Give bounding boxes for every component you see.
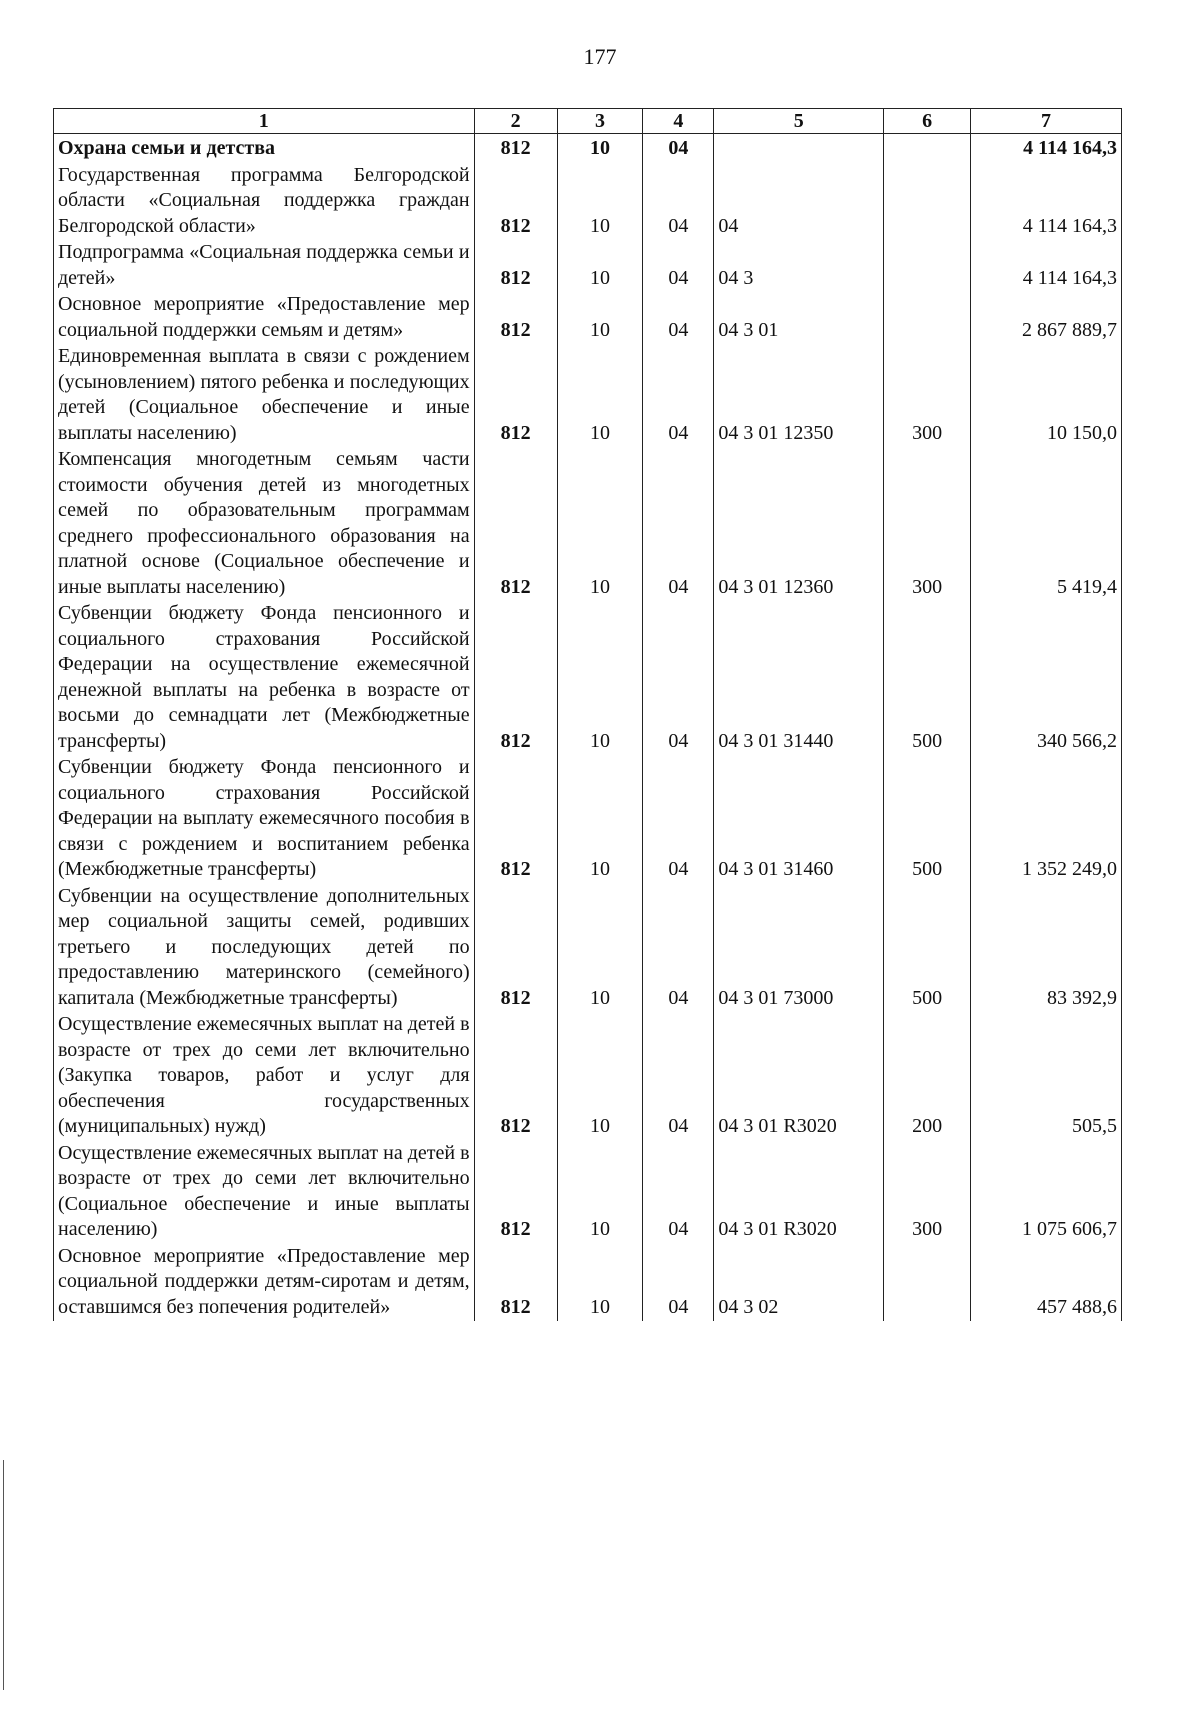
table-row bbox=[54, 755, 1122, 884]
row-name-cell: Охрана семьи и детства bbox=[54, 134, 475, 163]
subsection-cell: 04 bbox=[643, 1012, 714, 1141]
page-number: 177 bbox=[583, 44, 617, 69]
expense-type-cell bbox=[884, 1244, 971, 1322]
admin-code-cell: 812 bbox=[474, 163, 557, 241]
column-header: 4 bbox=[643, 109, 714, 134]
section-cell: 10 bbox=[557, 1012, 643, 1141]
subsection-cell: 04 bbox=[643, 344, 714, 447]
admin-code-cell: 812 bbox=[474, 755, 557, 884]
row-name-cell: Субвенции на осуществление дополнительных мер социальной защиты семей, родивших третьего и последующих детей по предоставлению материнского (семейного) капитала (Межбюджетные трансферты) bbox=[54, 884, 475, 1013]
table-row bbox=[54, 292, 1122, 344]
row-name-cell: Основное мероприятие «Предоставление мер социальной поддержки семьям и детям» bbox=[54, 292, 475, 344]
row-name-cell: Подпрограмма «Социальная поддержка семьи и детей» bbox=[54, 240, 475, 292]
row-name-cell: Основное мероприятие «Предоставление мер социальной поддержки детям-сиротам и детям, оставшимся без попечения родителей» bbox=[54, 1244, 475, 1322]
section-cell: 10 bbox=[557, 240, 643, 292]
amount-cell: 340 566,2 bbox=[971, 601, 1122, 755]
target-article-cell: 04 3 01 R3020 bbox=[714, 1141, 884, 1244]
amount-cell: 10 150,0 bbox=[971, 344, 1122, 447]
table-row bbox=[54, 240, 1122, 292]
subsection-cell: 04 bbox=[643, 884, 714, 1013]
table-row bbox=[54, 1244, 1122, 1322]
subsection-cell: 04 bbox=[643, 755, 714, 884]
expense-type-cell bbox=[884, 134, 971, 163]
target-article-cell: 04 3 01 31440 bbox=[714, 601, 884, 755]
admin-code-cell: 812 bbox=[474, 601, 557, 755]
column-header: 1 bbox=[54, 109, 475, 134]
admin-code-cell: 812 bbox=[474, 1141, 557, 1244]
expense-type-cell: 300 bbox=[884, 447, 971, 601]
target-article-cell: 04 3 01 12360 bbox=[714, 447, 884, 601]
target-article-cell: 04 3 01 R3020 bbox=[714, 1012, 884, 1141]
section-cell: 10 bbox=[557, 292, 643, 344]
admin-code-cell: 812 bbox=[474, 447, 557, 601]
expense-type-cell bbox=[884, 240, 971, 292]
admin-code-cell: 812 bbox=[474, 240, 557, 292]
column-header: 5 bbox=[714, 109, 884, 134]
target-article-cell: 04 3 01 73000 bbox=[714, 884, 884, 1013]
target-article-cell: 04 3 01 31460 bbox=[714, 755, 884, 884]
target-article-cell: 04 3 01 bbox=[714, 292, 884, 344]
amount-cell: 4 114 164,3 bbox=[971, 163, 1122, 241]
scan-edge-mark bbox=[3, 1460, 4, 1690]
amount-cell: 2 867 889,7 bbox=[971, 292, 1122, 344]
amount-cell: 1 075 606,7 bbox=[971, 1141, 1122, 1244]
amount-cell: 5 419,4 bbox=[971, 447, 1122, 601]
row-name-cell: Осуществление ежемесячных выплат на детей в возрасте от трех до семи лет включительно (Закупка товаров, работ и услуг для обеспечения государственных (муниципальных) нужд) bbox=[54, 1012, 475, 1141]
amount-cell: 457 488,6 bbox=[971, 1244, 1122, 1322]
section-cell: 10 bbox=[557, 884, 643, 1013]
section-cell: 10 bbox=[557, 601, 643, 755]
amount-cell: 4 114 164,3 bbox=[971, 240, 1122, 292]
target-article-cell bbox=[714, 134, 884, 163]
target-article-cell: 04 3 02 bbox=[714, 1244, 884, 1322]
expense-type-cell: 500 bbox=[884, 755, 971, 884]
table-row bbox=[54, 134, 1122, 163]
subsection-cell: 04 bbox=[643, 1141, 714, 1244]
amount-cell: 83 392,9 bbox=[971, 884, 1122, 1013]
table-row bbox=[54, 447, 1122, 601]
admin-code-cell: 812 bbox=[474, 1012, 557, 1141]
admin-code-cell: 812 bbox=[474, 134, 557, 163]
target-article-cell: 04 bbox=[714, 163, 884, 241]
section-cell: 10 bbox=[557, 344, 643, 447]
expense-type-cell: 300 bbox=[884, 1141, 971, 1244]
table-row bbox=[54, 601, 1122, 755]
table-row bbox=[54, 1012, 1122, 1141]
target-article-cell: 04 3 bbox=[714, 240, 884, 292]
row-name-cell: Субвенции бюджету Фонда пенсионного и социального страхования Российской Федерации на осуществление ежемесячной денежной выплаты на ребенка в возрасте от восьми до семнадцати лет (Межбюджетные трансферты) bbox=[54, 601, 475, 755]
admin-code-cell: 812 bbox=[474, 884, 557, 1013]
section-cell: 10 bbox=[557, 755, 643, 884]
expense-type-cell: 500 bbox=[884, 884, 971, 1013]
table-row bbox=[54, 163, 1122, 241]
subsection-cell: 04 bbox=[643, 292, 714, 344]
admin-code-cell: 812 bbox=[474, 1244, 557, 1322]
section-cell: 10 bbox=[557, 1244, 643, 1322]
subsection-cell: 04 bbox=[643, 447, 714, 601]
table-body bbox=[54, 134, 1122, 1322]
subsection-cell: 04 bbox=[643, 134, 714, 163]
section-cell: 10 bbox=[557, 447, 643, 601]
subsection-cell: 04 bbox=[643, 163, 714, 241]
admin-code-cell: 812 bbox=[474, 344, 557, 447]
column-header: 7 bbox=[971, 109, 1122, 134]
amount-cell: 4 114 164,3 bbox=[971, 134, 1122, 163]
expense-type-cell: 500 bbox=[884, 601, 971, 755]
row-name-cell: Единовременная выплата в связи с рождением (усыновлением) пятого ребенка и последующих детей (Социальное обеспечение и иные выплаты населению) bbox=[54, 344, 475, 447]
expense-type-cell bbox=[884, 292, 971, 344]
table-row bbox=[54, 344, 1122, 447]
row-name-cell: Государственная программа Белгородской области «Социальная поддержка граждан Белгородской области» bbox=[54, 163, 475, 241]
budget-table bbox=[53, 108, 1122, 1321]
expense-type-cell: 200 bbox=[884, 1012, 971, 1141]
table-row bbox=[54, 1141, 1122, 1244]
subsection-cell: 04 bbox=[643, 601, 714, 755]
column-header: 3 bbox=[557, 109, 643, 134]
expense-type-cell: 300 bbox=[884, 344, 971, 447]
section-cell: 10 bbox=[557, 134, 643, 163]
admin-code-cell: 812 bbox=[474, 292, 557, 344]
subsection-cell: 04 bbox=[643, 1244, 714, 1322]
subsection-cell: 04 bbox=[643, 240, 714, 292]
expense-type-cell bbox=[884, 163, 971, 241]
amount-cell: 1 352 249,0 bbox=[971, 755, 1122, 884]
target-article-cell: 04 3 01 12350 bbox=[714, 344, 884, 447]
amount-cell: 505,5 bbox=[971, 1012, 1122, 1141]
table-header-row bbox=[54, 109, 1122, 134]
row-name-cell: Субвенции бюджету Фонда пенсионного и социального страхования Российской Федерации на выплату ежемесячного пособия в связи с рождением и воспитанием ребенка (Межбюджетные трансферты) bbox=[54, 755, 475, 884]
row-name-cell: Осуществление ежемесячных выплат на детей в возрасте от трех до семи лет включительно (Социальное обеспечение и иные выплаты населению) bbox=[54, 1141, 475, 1244]
row-name-cell: Компенсация многодетным семьям части стоимости обучения детей из многодетных семей по образовательным программам среднего профессионального образования на платной основе (Социальное обеспечение и иные выплаты населению) bbox=[54, 447, 475, 601]
column-header: 2 bbox=[474, 109, 557, 134]
section-cell: 10 bbox=[557, 163, 643, 241]
column-header: 6 bbox=[884, 109, 971, 134]
table-row bbox=[54, 884, 1122, 1013]
section-cell: 10 bbox=[557, 1141, 643, 1244]
